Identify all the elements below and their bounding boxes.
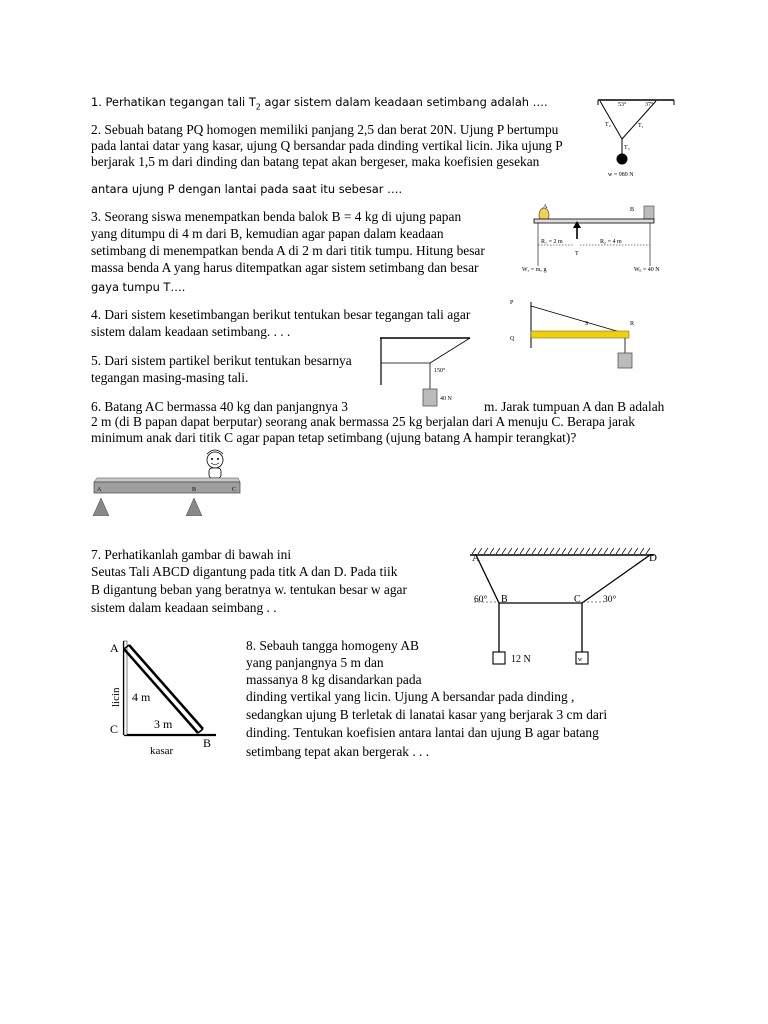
fig7-a: A: [472, 552, 480, 564]
fig8-a: A: [110, 641, 119, 655]
figure-6-plank-child: [90, 448, 242, 516]
fig7-c: C: [574, 594, 581, 605]
fig7-weight-c: w: [578, 657, 583, 663]
question-4-line-2: sistem dalam keadaan setimbang. . . .: [91, 324, 291, 339]
fig1-t2: T₂: [605, 122, 611, 128]
fig8-base: 3 m: [154, 717, 173, 731]
fig4-r: R: [630, 321, 635, 327]
q1-text-b: agar sistem dalam keadaan setimbang adalah ….: [260, 95, 548, 109]
fig6-c: C: [232, 487, 237, 493]
question-7-line-1: 7. Perhatikanlah gambar di bawah ini: [91, 547, 292, 562]
fig3-label-b: B: [630, 207, 635, 213]
question-8-line-4: dinding vertikal yang licin. Ujung A bersandar pada dinding ,: [246, 689, 575, 704]
fig4-s: S: [585, 321, 589, 327]
figure-4-beam-rope: [506, 296, 656, 372]
question-5-line-1: 5. Dari sistem partikel berikut tentukan besarnya: [91, 353, 352, 368]
question-7-line-2: Seutas Tali ABCD digantung pada titk A dan D. Pada tiik: [91, 564, 398, 579]
fig1-angle-left: 53°: [618, 102, 627, 108]
fig8-floor-label: kasar: [150, 745, 174, 757]
question-4-line-1: 4. Dari sistem kesetimbangan berikut tentukan besar tegangan tali agar: [91, 307, 471, 322]
q1-text-a: 1. Perhatikan tegangan tali T: [91, 95, 256, 109]
fig7-weight-b: 12 N: [511, 654, 531, 665]
fig8-b: B: [203, 736, 212, 750]
fig1-angle-right: 37°: [645, 102, 654, 108]
fig3-r1: R₁ = 2 m: [541, 239, 563, 245]
question-8-line-1: 8. Sebauh tangga homogeny AB: [246, 638, 419, 653]
question-1: [91, 94, 548, 116]
question-6-line-2: 2 m (di B papan dapat berputar) seorang anak bermassa 25 kg berjalan dari A menuju C. Berapa jarak: [91, 414, 635, 429]
fig7-d: D: [649, 552, 657, 564]
fig8-c: C: [110, 722, 119, 736]
question-8-line-2: yang panjangnya 5 m dan: [246, 655, 384, 670]
fig3-label-a: A: [543, 204, 548, 210]
question-8-line-3: massanya 8 kg disandarkan pada: [246, 672, 422, 687]
question-3-line-4: massa benda A yang harus ditempatkan agar sistem setimbang dan besar: [91, 260, 479, 275]
fig7-b: B: [501, 594, 508, 605]
question-6-line-1a: 6. Batang AC bermassa 40 kg dan panjangnya 3: [91, 399, 348, 414]
question-8-line-5: sedangkan ujung B terletak di lanatai kasar yang berjarak 3 cm dari: [246, 707, 608, 722]
fig1-t3: T₃: [624, 145, 630, 151]
question-3-line-3: setimbang di menempatkan benda A di 2 m dari titik tumpu. Hitung besar: [91, 243, 485, 258]
question-3-line-5: gaya tumpu T….: [91, 280, 186, 294]
question-3-line-1: 3. Seorang siswa menempatkan benda balok B = 4 kg di ujung papan: [91, 209, 462, 224]
figure-8-ladder: [104, 637, 222, 759]
question-7-line-4: sistem dalam keadaan seimbang . .: [91, 600, 277, 615]
fig4-q: Q: [510, 336, 515, 342]
fig5-angle: 150°: [434, 368, 446, 374]
question-3-line-2: yang ditumpu di 4 m dari B, kemudian agar papan dalam keadaan: [91, 226, 444, 241]
figure-3-plank: [516, 201, 666, 277]
question-6-line-3: minimum anak dari titik C agar papan tetap setimbang (ujung batang A hampir terangkat)?: [91, 430, 577, 445]
question-2-line-2: pada lantai datar yang kasar, ujung Q bersandar pada dinding vertikal licin. Jika ujung P: [91, 138, 563, 153]
question-7-line-3: B digantung beban yang beratnya w. tentukan besar w agar: [91, 582, 407, 597]
fig1-weight: w = 980 N: [608, 172, 634, 178]
fig1-t1: T₁: [638, 123, 644, 129]
fig4-p: P: [510, 300, 514, 306]
fig3-wa: Wₐ = mₐ g: [522, 267, 547, 273]
fig5-weight: 40 N: [440, 396, 452, 402]
fig6-b: B: [192, 487, 197, 493]
question-2-line-1: 2. Sebuah batang PQ homogen memiliki panjang 2,5 dan berat 20N. Ujung P bertumpu: [91, 122, 559, 137]
fig3-r2: R₂ = 4 m: [600, 239, 622, 245]
figure-1-hanging-weight: [596, 97, 676, 183]
question-6-line-1b: m. Jarak tumpuan A dan B adalah: [484, 399, 665, 414]
fig8-height: 4 m: [132, 690, 151, 704]
fig3-t: T: [575, 251, 579, 257]
q1-subscript: 2: [255, 102, 261, 112]
fig7-angle-c: 30°: [603, 595, 617, 605]
question-8-line-7: setimbang tepat akan bergerak . . .: [246, 744, 430, 759]
fig3-wb: Wᵦ = 40 N: [634, 267, 660, 273]
question-5-line-2: tegangan masing-masing tali.: [91, 370, 249, 385]
figure-5-hanging-block: [378, 335, 474, 410]
fig8-wall-label: licin: [110, 687, 122, 707]
question-2-line-3: berjarak 1,5 m dari dinding dan batang tepat akan bergeser, maka koefisien gesekan: [91, 154, 540, 169]
question-2-line-4: antara ujung P dengan lantai pada saat itu sebesar ….: [91, 182, 403, 196]
fig6-a: A: [97, 487, 102, 493]
figure-7-rope-abcd: [466, 546, 664, 672]
question-8-line-6: dinding. Tentukan koefisien antara lantai dan ujung B agar batang: [246, 725, 599, 740]
fig7-angle-b: 60°: [474, 595, 488, 605]
